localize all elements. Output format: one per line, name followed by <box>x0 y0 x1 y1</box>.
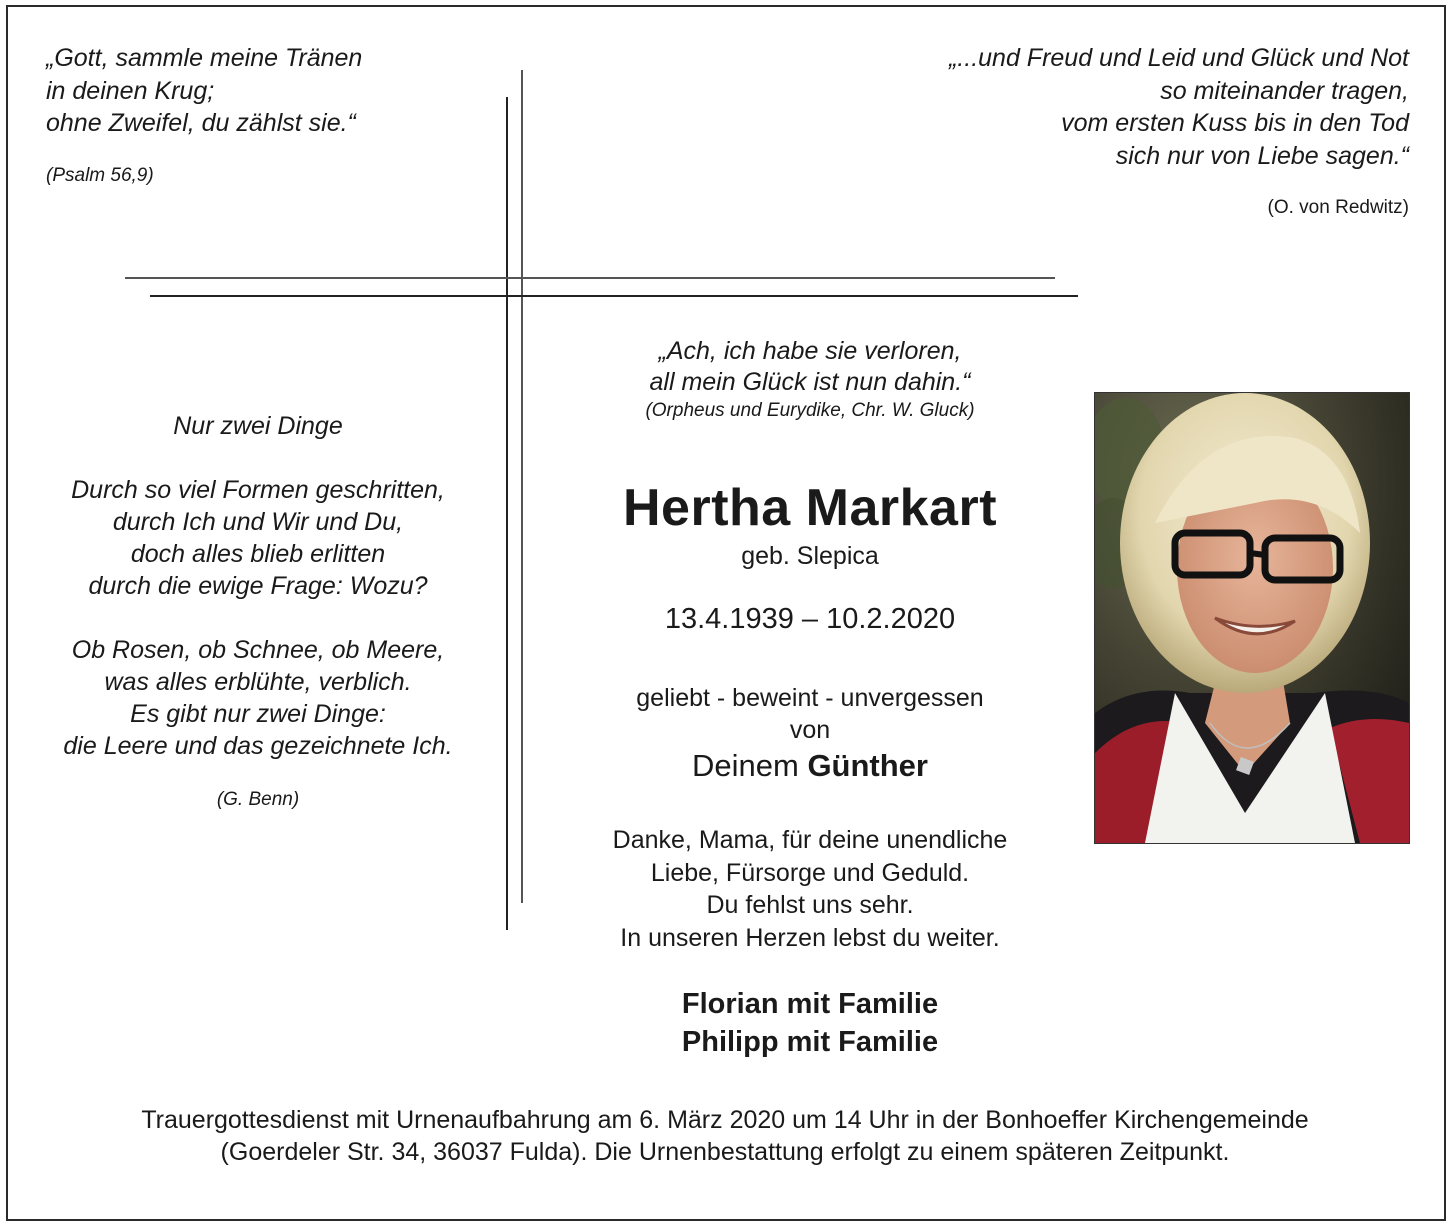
cross-horizontal-line-2 <box>150 295 1078 297</box>
quote-left-line: in deinen Krug; <box>46 76 215 105</box>
cross-horizontal-line-1 <box>125 277 1055 279</box>
service-line: Trauergottesdienst mit Urnenaufbahrung am 6. März 2020 um 14 Uhr in der Bonhoeffer Kirchengemeinde <box>141 1106 1309 1134</box>
message-line: In unseren Herzen lebst du weiter. <box>620 923 1000 952</box>
quote-center-line: all mein Glück ist nun dahin.“ <box>649 368 971 396</box>
quote-right-source: (O. von Redwitz) <box>1267 197 1409 218</box>
message-line: Liebe, Fürsorge und Geduld. <box>650 858 970 887</box>
quote-center-source: (Orpheus und Eurydike, Chr. W. Gluck) <box>645 400 975 421</box>
poem-line: Es gibt nur zwei Dinge: <box>130 700 386 728</box>
tribute-from-prefix: Deinem <box>691 748 799 783</box>
deceased-name: Hertha Markart <box>622 479 998 537</box>
message-line: Du fehlst uns sehr. <box>706 891 914 919</box>
message <box>530 824 1090 954</box>
birth-name: geb. Slepica <box>741 542 879 570</box>
tribute-von: von <box>789 716 831 744</box>
poem-line: Durch so viel Formen geschritten, <box>71 476 445 504</box>
life-dates: 13.4.1939 – 10.2.2020 <box>664 603 956 635</box>
quote-right <box>949 42 1409 172</box>
quote-left-line: ohne Zweifel, du zählst sie.“ <box>46 109 356 137</box>
quote-center <box>560 336 1060 398</box>
poem <box>28 410 488 762</box>
poem-line: durch die ewige Frage: Wozu? <box>88 572 428 600</box>
quote-left-line: „Gott, sammle meine Tränen <box>46 44 363 72</box>
cross-vertical-line-2 <box>521 70 523 903</box>
quote-left <box>46 42 362 140</box>
poem-line: Ob Rosen, ob Schnee, ob Meere, <box>71 636 445 664</box>
quote-right-line: vom ersten Kuss bis in den Tod <box>1061 109 1409 137</box>
tribute-from <box>560 748 1060 784</box>
quote-left-source: (Psalm 56,9) <box>46 165 154 186</box>
poem-line: was alles erblühte, verblich. <box>104 668 412 696</box>
tribute-line: geliebt - beweint - unvergessen <box>636 684 984 712</box>
poem-author: (G. Benn) <box>216 789 300 810</box>
message-line: Danke, Mama, für deine unendliche <box>612 826 1008 854</box>
family-line: Philipp mit Familie <box>681 1026 939 1058</box>
tribute-from-name: Günther <box>807 748 928 783</box>
poem-line: durch Ich und Wir und Du, <box>112 508 404 536</box>
quote-right-line: so miteinander tragen, <box>1160 76 1409 105</box>
service-line: (Goerdeler Str. 34, 36037 Fulda). Die Urnenbestattung erfolgt zu einem späteren Zeitpunkt. <box>220 1138 1230 1166</box>
quote-center-line: „Ach, ich habe sie verloren, <box>658 337 962 365</box>
service-info <box>20 1104 1430 1168</box>
portrait-illustration <box>1095 393 1409 843</box>
cross-vertical-line-1 <box>506 97 508 930</box>
portrait-photo <box>1094 392 1410 844</box>
quote-right-line: sich nur von Liebe sagen.“ <box>1115 141 1409 170</box>
poem-line: die Leere und das gezeichnete Ich. <box>63 732 453 760</box>
quote-right-line: „...und Freud und Leid und Glück und Not <box>948 44 1409 72</box>
poem-title: Nur zwei Dinge <box>173 412 343 440</box>
family-line: Florian mit Familie <box>681 988 939 1020</box>
poem-line: doch alles blieb erlitten <box>130 540 386 568</box>
families <box>560 985 1060 1061</box>
